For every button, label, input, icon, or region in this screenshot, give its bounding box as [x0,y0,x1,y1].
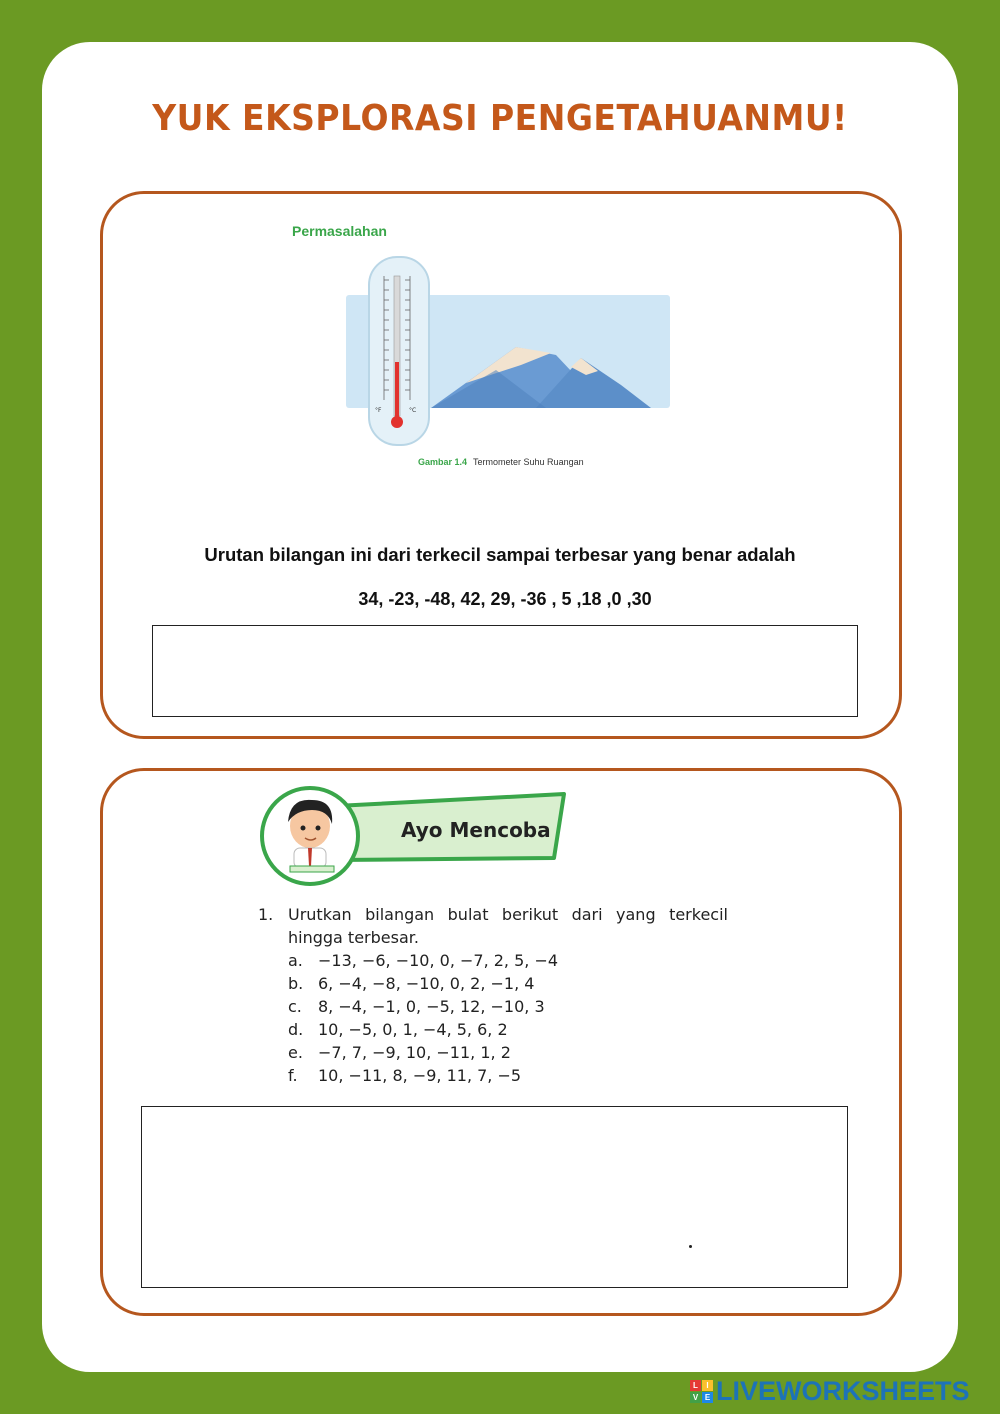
celsius-unit: °C [409,407,417,414]
section-label: Permasalahan [292,223,387,239]
question-word: yang [616,905,656,924]
logo-letter: V [690,1392,701,1403]
number-sequence: 34, -23, -48, 42, 29, -36 , 5 ,18 ,0 ,30 [358,589,652,609]
question-word: bulat [447,905,489,924]
answer-field-2[interactable] [141,1106,848,1288]
question-word: Urutkan [288,905,352,924]
dot-mark [689,1245,692,1248]
item-values: 8, −4, −1, 0, −5, 12, −10, 3 [318,997,545,1016]
item-key: f. [288,1066,298,1085]
fahrenheit-unit: °F [375,407,382,414]
item-key: a. [288,951,303,970]
item-key: b. [288,974,304,993]
logo-letter: E [702,1392,713,1403]
item-key: c. [288,997,302,1016]
item-values: 6, −4, −8, −10, 0, 2, −1, 4 [318,974,535,993]
exercise-items [258,949,728,1087]
liveworksheets-logo [690,1376,970,1407]
ayo-mencoba-label: Ayo Mencoba [401,818,551,842]
exercise-item [288,949,728,972]
question-word: dari [571,905,603,924]
question-line-1 [288,903,728,926]
figure-caption-text: Termometer Suhu Ruangan [473,457,584,467]
item-values: 10, −5, 0, 1, −4, 5, 6, 2 [318,1020,508,1039]
exercise-item [288,1041,728,1064]
page-title: YUK EKSPLORASI PENGETAHUANMU! [152,96,848,139]
exercise-question [258,903,728,1087]
liveworksheets-wordmark: LIVEWORKSHEETS [716,1376,970,1406]
logo-letter: L [690,1380,701,1391]
question-word: bilangan [365,905,435,924]
thermometer-scale [372,270,422,430]
question-word: berikut [501,905,559,924]
figure-label: Gambar 1.4 [418,457,468,467]
exercise-item [288,1064,728,1087]
exercise-item [288,1018,728,1041]
item-key: e. [288,1043,303,1062]
question-text: Urutan bilangan ini dari terkecil sampai terbesar yang benar adalah [204,544,796,565]
exercise-item [288,972,728,995]
answer-field-1[interactable] [152,625,858,717]
item-values: 10, −11, 8, −9, 11, 7, −5 [318,1066,522,1085]
question-word: terkecil [669,905,728,924]
question-number: 1. [258,905,274,924]
logo-letter: I [702,1380,713,1391]
exercise-item [288,995,728,1018]
item-key: d. [288,1020,304,1039]
item-values: −7, 7, −9, 10, −11, 1, 2 [318,1043,511,1062]
figure-caption [418,457,584,467]
question-line-2: hingga terbesar. [288,928,419,947]
liveworksheets-icon [690,1380,713,1403]
item-values: −13, −6, −10, 0, −7, 2, 5, −4 [318,951,559,970]
